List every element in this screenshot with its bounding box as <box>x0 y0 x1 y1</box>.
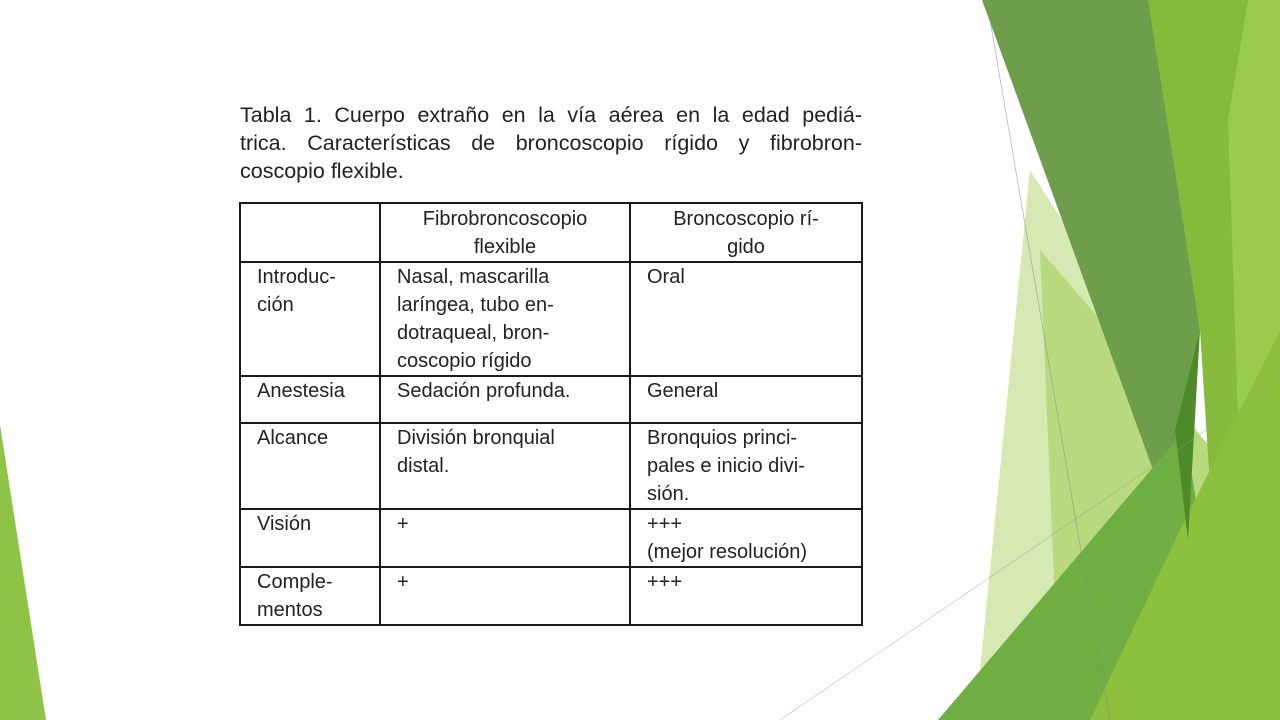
table-row <box>240 376 862 423</box>
header-flexible: Fibrobroncoscopio flexible <box>380 203 630 262</box>
cell-flexible: + <box>380 509 630 567</box>
cell-flexible: Nasal, mascarilla laríngea, tubo en- dotraqueal, bron- coscopio rígido <box>380 262 630 376</box>
table-row <box>240 262 862 376</box>
row-label-vision: Visión <box>240 509 380 567</box>
left-green-sliver <box>0 425 46 720</box>
header-rigid: Broncoscopio rí- gido <box>630 203 862 262</box>
table-caption <box>240 101 862 185</box>
cell-rigid: Oral <box>630 262 862 376</box>
table-row <box>240 567 862 625</box>
row-label-complementos: Comple- mentos <box>240 567 380 625</box>
cell-rigid: Bronquios princi- pales e inicio divi- sión. <box>630 423 862 509</box>
caption-line-1: Tabla 1. Cuerpo extraño en la vía aérea en la edad pediá- <box>240 103 862 127</box>
caption-line-2: trica. Características de broncoscopio rígido y fibrobron- <box>240 131 862 155</box>
row-label-introduccion: Introduc- ción <box>240 262 380 376</box>
comparison-table <box>239 202 863 626</box>
row-label-alcance: Alcance <box>240 423 380 509</box>
cell-rigid: General <box>630 376 862 423</box>
cell-flexible: Sedación profunda. <box>380 376 630 423</box>
header-empty-cell <box>240 203 380 262</box>
cell-flexible: + <box>380 567 630 625</box>
cell-rigid: +++ (mejor resolución) <box>630 509 862 567</box>
cell-flexible: División bronquial distal. <box>380 423 630 509</box>
row-label-anestesia: Anestesia <box>240 376 380 423</box>
table-row <box>240 509 862 567</box>
table-row <box>240 423 862 509</box>
table-header-row <box>240 203 862 262</box>
caption-line-3: coscopio flexible. <box>240 159 404 183</box>
cell-rigid: +++ <box>630 567 862 625</box>
